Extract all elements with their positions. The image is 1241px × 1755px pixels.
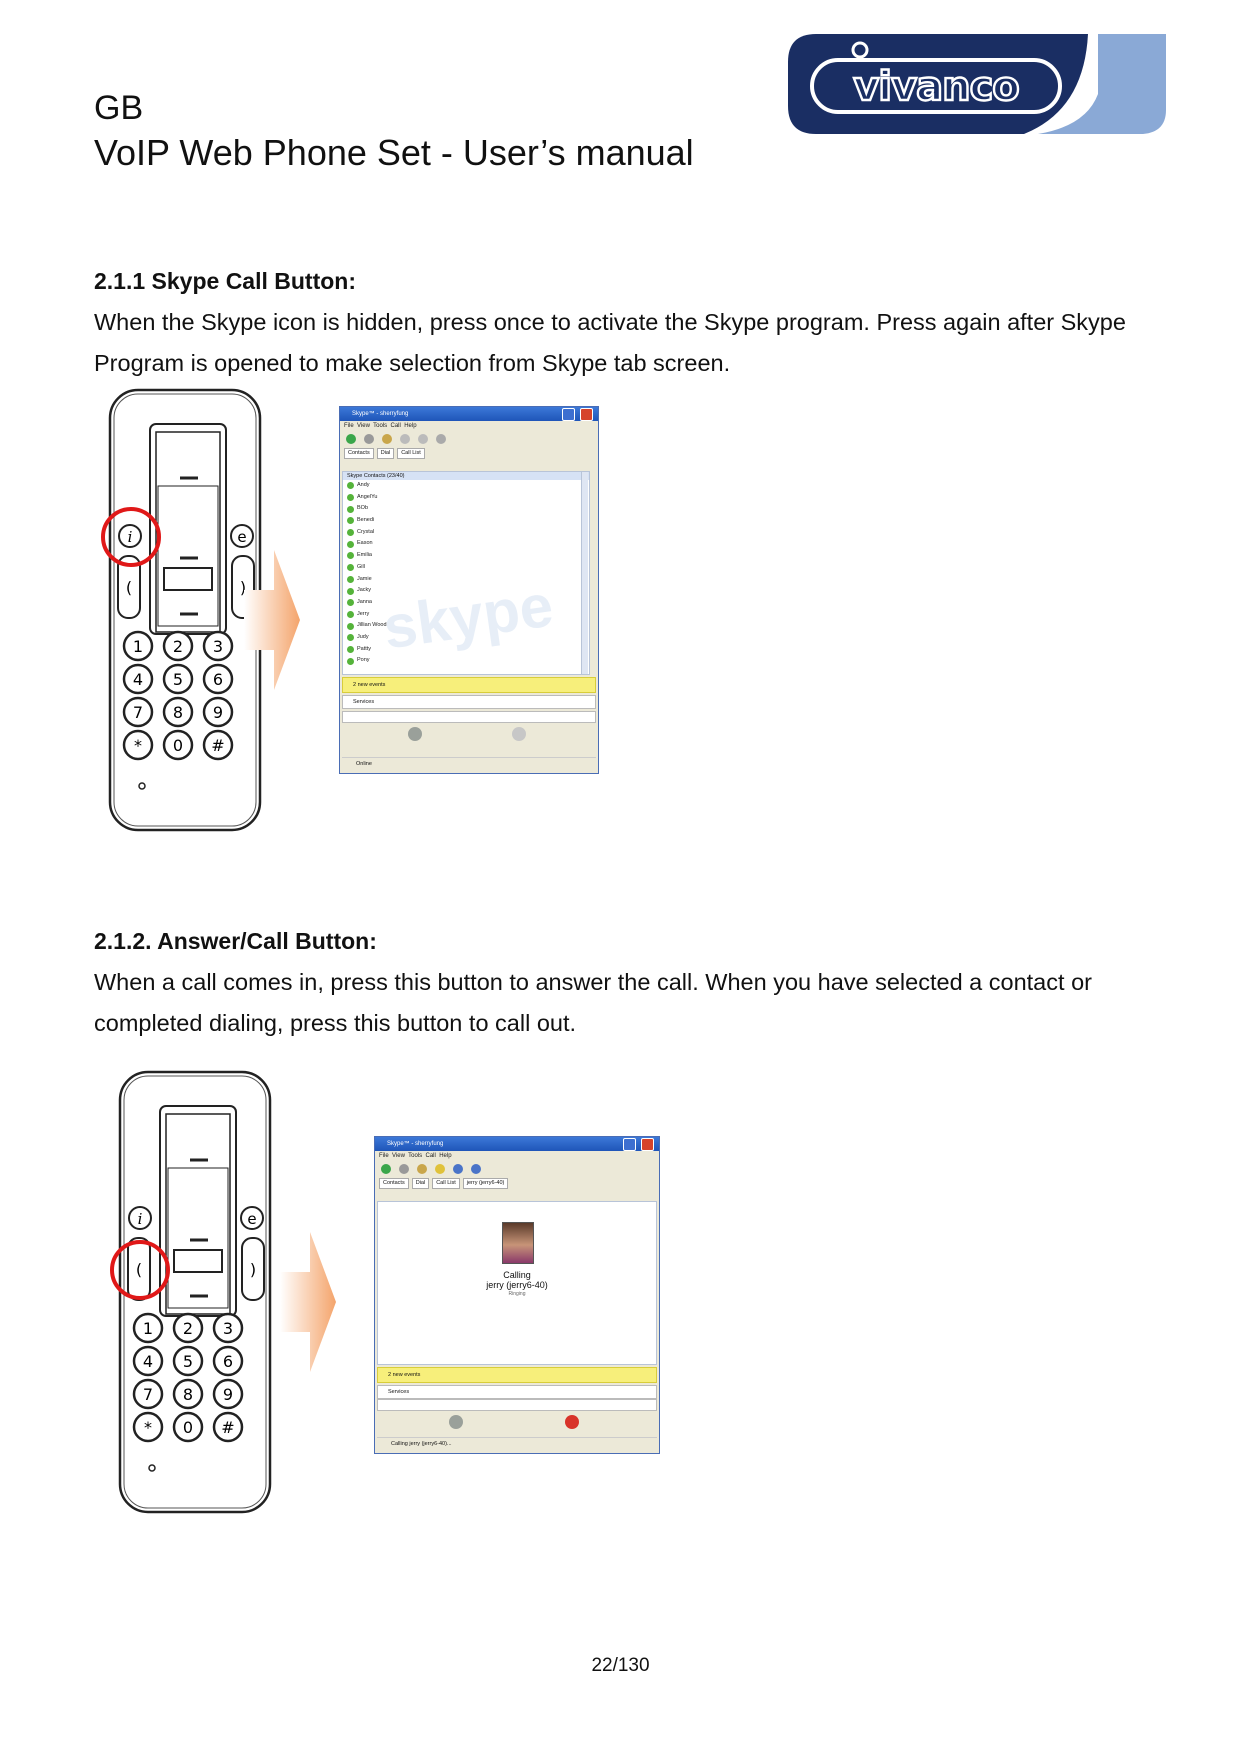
keypad-key-label: 3 [222,1319,234,1338]
svg-text:(: ( [125,578,133,597]
vivanco-logo [788,34,1166,136]
keypad-key-label: * [144,1418,152,1437]
text-line: completed dialing, press this button to call out. [94,1010,577,1036]
tab-dial[interactable]: Dial [412,1178,429,1189]
contact-name: Jamie [357,575,372,582]
contact-name: Gill [357,563,365,570]
arrow-right-1 [244,550,304,695]
contact-name: Crystal [357,528,375,535]
contact-list-item[interactable] [343,527,589,539]
contact-list-item[interactable] [343,562,589,574]
online-status-icon [347,494,354,501]
svg-text:i: i [127,528,133,546]
menu-help[interactable]: Help [439,1153,452,1159]
minimize-button[interactable] [623,1138,636,1151]
keypad-key-label: 4 [132,670,144,689]
tab-contacts[interactable]: Contacts [344,448,374,459]
keypad-key-label: 0 [172,736,184,755]
online-status-icon [347,482,354,489]
section-text-answer-call [94,962,1174,1044]
phone-svg-2 [110,1070,280,1516]
online-status-icon [347,506,354,513]
keypad-key-label: 7 [142,1385,154,1404]
keypad-key-label: 8 [182,1385,194,1404]
keypad-key-label: 4 [142,1352,154,1371]
conference-icon[interactable] [417,1164,427,1174]
online-status-icon [347,611,354,618]
online-status-icon [347,541,354,548]
conference-icon[interactable] [382,434,392,444]
svg-text:): ) [249,1260,257,1279]
tab-call-list[interactable]: Call List [432,1178,460,1189]
contact-name: Janna [357,598,372,605]
svg-text:vivanco: vivanco [853,64,1019,110]
contact-list-item[interactable] [343,515,589,527]
call-button[interactable] [408,727,422,741]
add-contact-icon[interactable] [346,434,356,444]
keypad-key-label: 9 [212,703,224,722]
text-line: When the Skype icon is hidden, press once to activate the Skype program. Press again after Skype [94,309,1126,335]
svg-text:(: ( [135,1260,143,1279]
contact-name: BOb [357,505,369,512]
skype-titlebar: Skype™ - sherryfung [375,1137,659,1151]
contact-list-item[interactable] [343,550,589,562]
svg-text:i: i [137,1210,143,1228]
keypad-key-label: 8 [172,703,184,722]
chat-icon[interactable] [435,1164,445,1174]
profile-icon[interactable] [436,434,446,444]
dial-input[interactable] [377,1399,657,1411]
call-button[interactable] [449,1415,463,1429]
section-text-skype-call [94,302,1174,384]
online-status-icon [347,576,354,583]
svg-text:): ) [239,578,247,597]
contact-name: Emilia [357,552,372,559]
contact-list-item[interactable] [343,503,589,515]
contact-name: Jerry [357,610,370,617]
send-file-icon[interactable] [418,434,428,444]
contact-name: Eason [357,540,373,547]
send-file-icon[interactable] [453,1164,463,1174]
add-contact-icon[interactable] [381,1164,391,1174]
section-heading-answer-call: 2.1.2. Answer/Call Button: [94,928,377,954]
skype-watermark: skype [379,571,557,662]
keypad-key-label: # [221,1418,235,1437]
online-status-icon [347,552,354,559]
tab-call-list[interactable]: Call List [397,448,425,459]
menu-view[interactable]: View [357,423,370,429]
keypad-key-label: # [211,736,225,755]
keypad-key-label: 7 [132,703,144,722]
skype-menubar [340,421,598,431]
contact-list-item[interactable] [343,538,589,550]
keypad-key-label: 6 [222,1352,234,1371]
arrow-right-2 [280,1232,340,1377]
text-line: When a call comes in, press this button to answer the call. When you have selected a contact or [94,969,1092,995]
contact-list-item[interactable] [343,492,589,504]
contact-list-item[interactable] [343,480,589,492]
header-language: GB [94,89,144,127]
contact-name: Jacky [357,587,372,594]
section-heading-skype-call: 2.1.1 Skype Call Button: [94,268,357,294]
contact-name: Benedi [357,517,375,524]
hangup-button[interactable] [565,1415,579,1429]
skype-menubar [375,1151,659,1161]
contact-list-item[interactable] [343,655,589,667]
skype-tabs [375,1177,659,1189]
chat-icon[interactable] [400,434,410,444]
skype-window-contacts [339,406,599,774]
menu-file[interactable]: File [344,423,354,429]
search-icon[interactable] [399,1164,409,1174]
contact-name: Pony [357,657,370,664]
menu-file[interactable]: File [379,1153,389,1159]
svg-text:e: e [247,1210,257,1228]
close-button[interactable] [580,408,593,421]
skype-toolbar [375,1161,659,1177]
online-status-icon [347,529,354,536]
online-status-icon [347,517,354,524]
call-panel [377,1201,657,1365]
keypad-key-label: * [134,736,142,755]
dial-input[interactable] [342,711,596,723]
status-bar[interactable]: Online [342,757,596,770]
close-button[interactable] [641,1138,654,1151]
online-status-icon [347,588,354,595]
menu-tools[interactable]: Tools [373,423,388,429]
phone-illustration-2 [110,1070,280,1516]
header-title: VoIP Web Phone Set - User’s manual [94,132,694,173]
keypad-key-label: 3 [212,637,224,656]
events-bar[interactable]: 2 new events [377,1367,657,1383]
calling-label: Calling [503,1270,531,1280]
skype-window-calling [374,1136,660,1454]
services-bar[interactable]: Services [377,1385,657,1399]
keypad-key-label: 5 [182,1352,194,1371]
contact-list-scrollbar[interactable] [581,472,588,674]
keypad-key-label: 0 [182,1418,194,1437]
skype-tabs [340,447,598,459]
contact-name: Jillian Wood [357,622,387,629]
online-status-icon [347,658,354,665]
menu-call[interactable]: Call [390,423,401,429]
keypad-key-label: 5 [172,670,184,689]
keypad-key-label: 2 [172,637,184,656]
search-icon[interactable] [364,434,374,444]
contact-name: AngelYu [357,493,378,500]
tab-active-call[interactable]: jerry (jerry6-40) [463,1178,509,1189]
menu-help[interactable]: Help [404,423,417,429]
status-bar[interactable]: Calling jerry (jerry6-40)... [377,1437,657,1450]
contact-avatar [502,1222,534,1264]
menu-view[interactable]: View [392,1153,405,1159]
keypad-key-label: 9 [222,1385,234,1404]
skype-titlebar: Skype™ - sherryfung [340,407,598,421]
keypad-key-label: 2 [182,1319,194,1338]
page-number: 22/130 [591,1655,650,1676]
tab-contacts[interactable]: Contacts [379,1178,409,1189]
hangup-button[interactable] [512,727,526,741]
minimize-button[interactable] [562,408,575,421]
menu-tools[interactable]: Tools [408,1153,423,1159]
profile-icon[interactable] [471,1164,481,1174]
online-status-icon [347,564,354,571]
menu-call[interactable]: Call [425,1153,436,1159]
keypad-key-label: 1 [132,637,144,656]
contact-name: Andy [357,482,370,488]
contact-group-header[interactable]: Skype Contacts (23/40) [343,472,589,480]
svg-text:e: e [237,528,247,546]
keypad-key-label: 1 [142,1319,154,1338]
tab-dial[interactable]: Dial [377,448,394,459]
contact-list-panel [342,471,590,675]
online-status-icon [347,623,354,630]
ringing-status: Ringing [508,1291,526,1297]
callee-name: jerry (jerry6-40) [486,1280,548,1290]
online-status-icon [347,599,354,606]
contact-name: Judy [357,633,369,640]
online-status-icon [347,646,354,653]
keypad-key-label: 6 [212,670,224,689]
contact-name: Pattty [357,645,372,652]
events-bar[interactable]: 2 new events [342,677,596,693]
online-status-icon [347,634,354,641]
services-bar[interactable]: Services [342,695,596,709]
skype-toolbar [340,431,598,447]
text-line: Program is opened to make selection from Skype tab screen. [94,350,731,376]
